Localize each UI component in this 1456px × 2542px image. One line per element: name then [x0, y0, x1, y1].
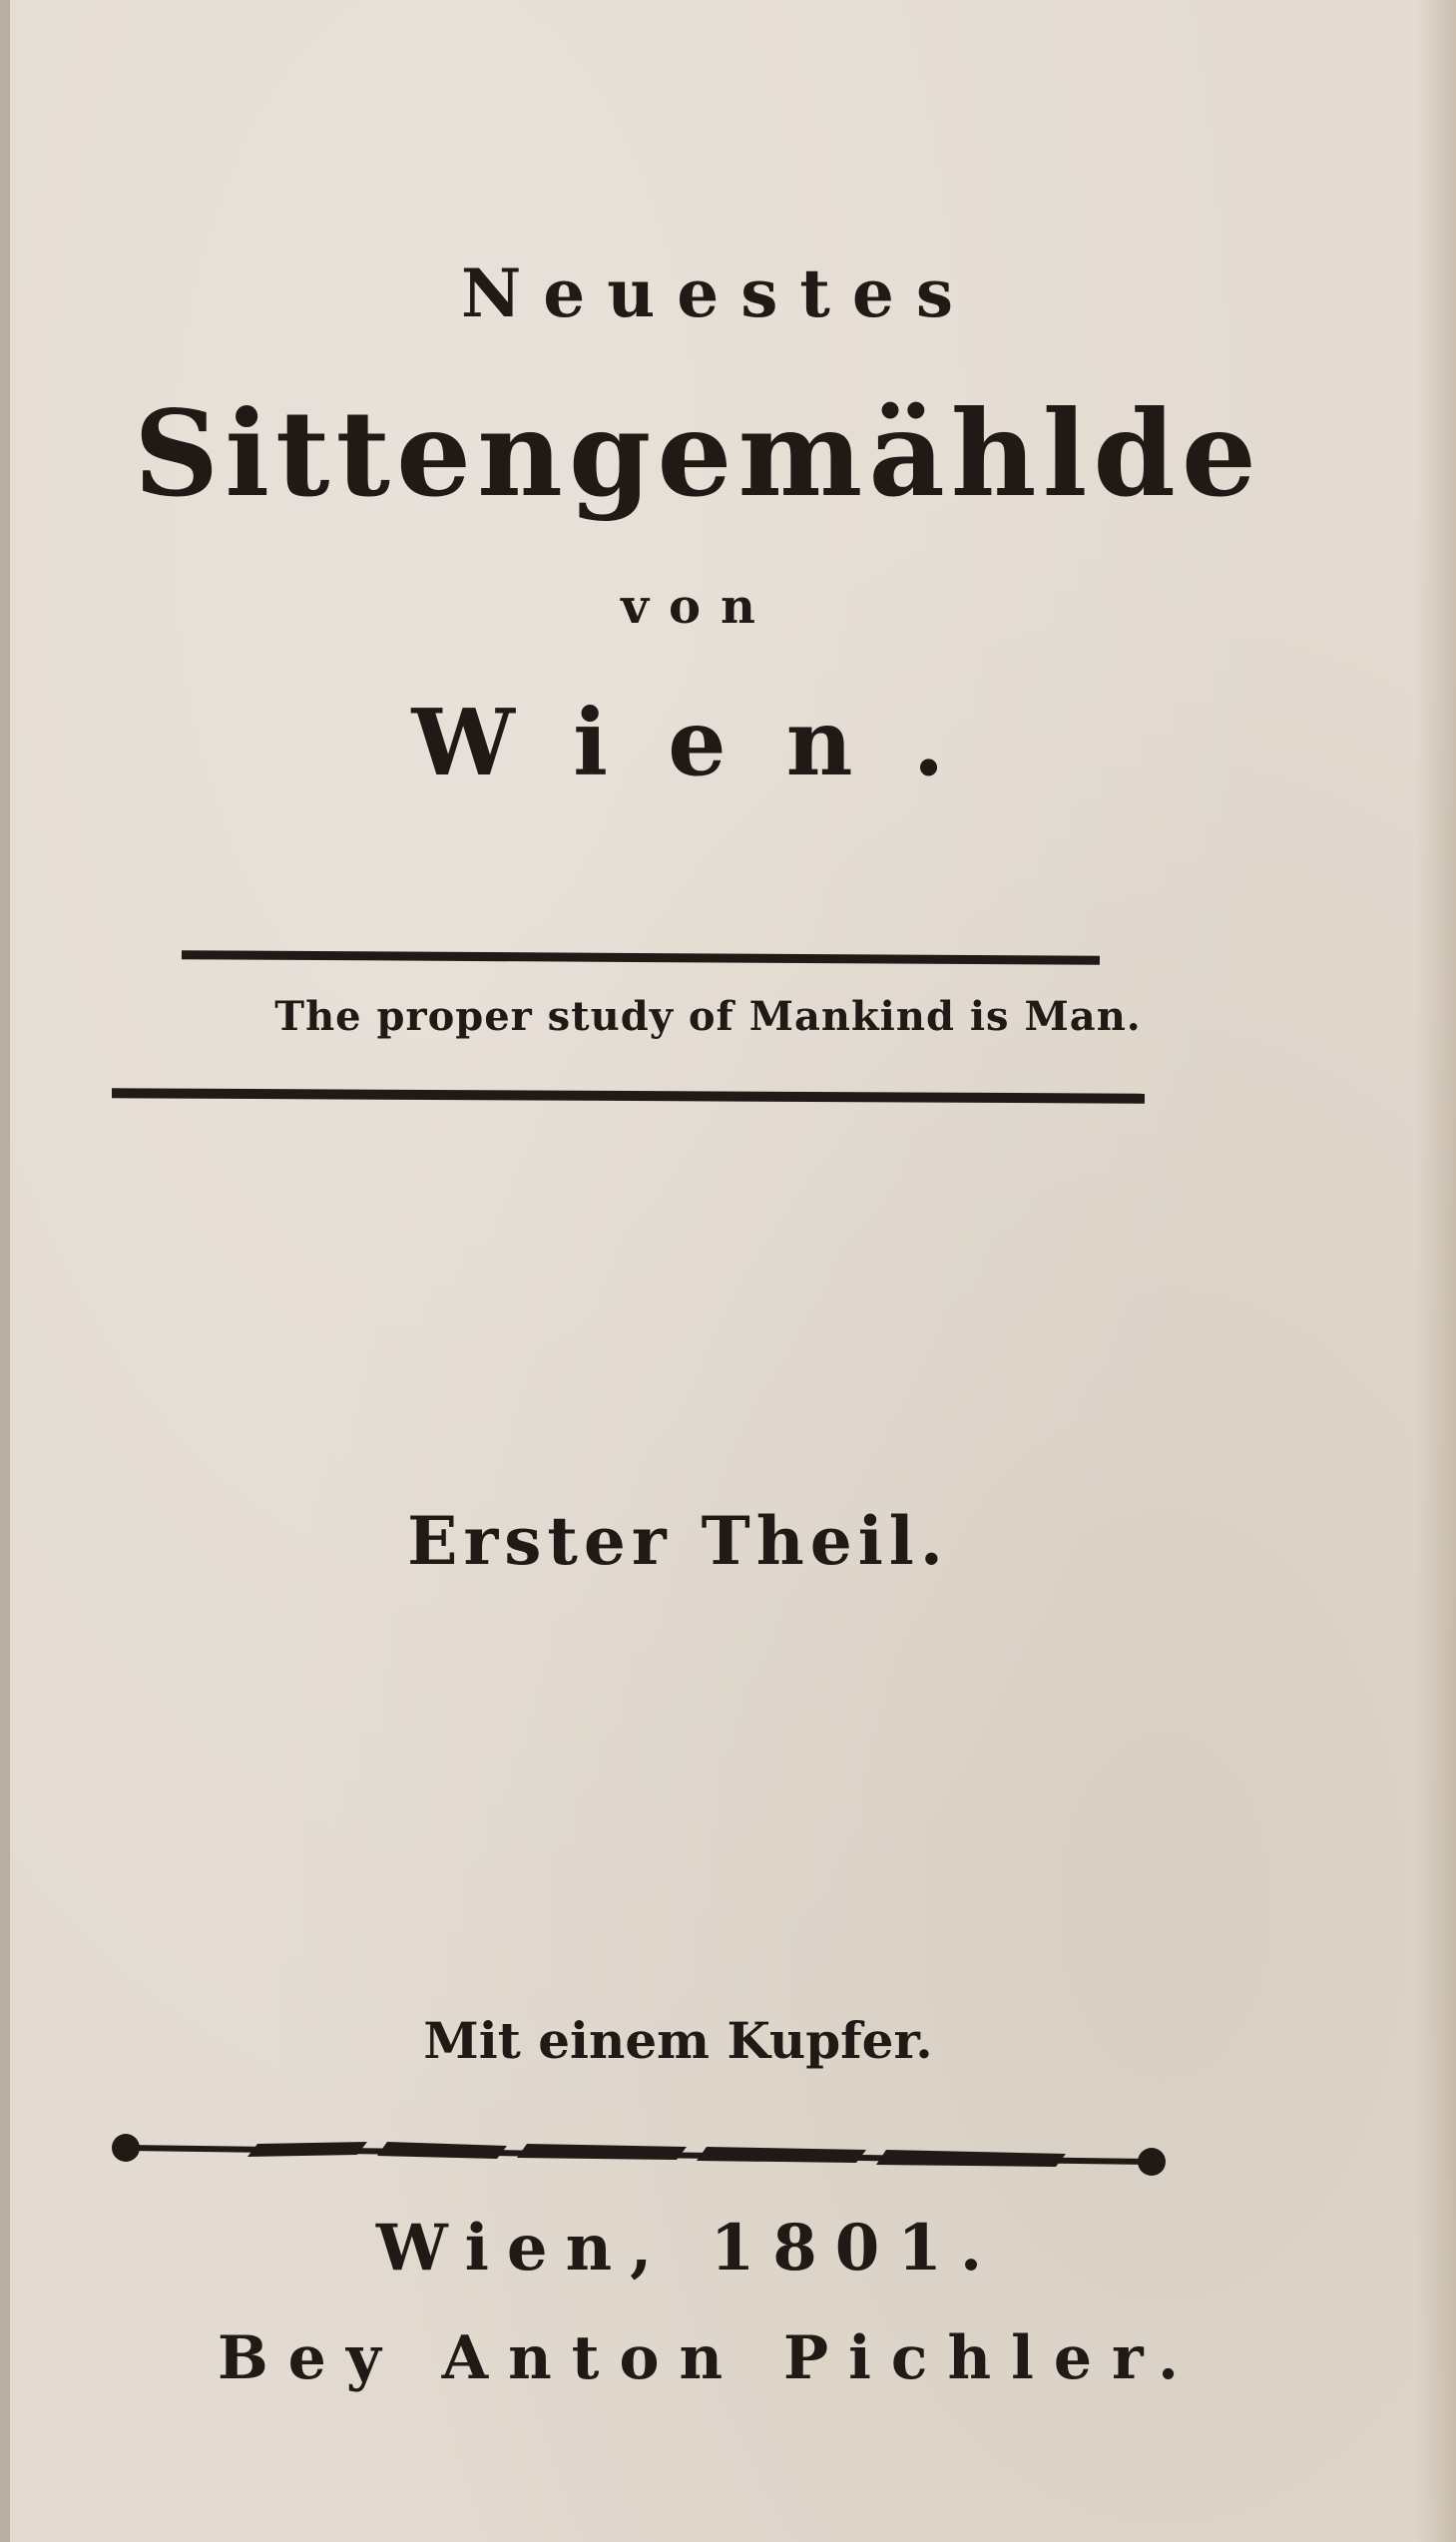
plate-note: Mit einem Kupfer.	[423, 2011, 933, 2070]
title-line-sittengemaehlde: Sittengemählde	[133, 384, 1263, 523]
part-heading: Erster Theil.	[407, 1502, 949, 1580]
title-line-von: von	[621, 579, 775, 635]
motto: The proper study of Mankind is Man.	[274, 993, 1142, 1040]
title-line-wien: Wien.	[411, 689, 1005, 796]
ornament-segment-1	[247, 2142, 367, 2157]
imprint-place-year: Wien, 1801.	[375, 2211, 1001, 2286]
ornament-segment-4	[697, 2147, 866, 2163]
ornament-segment-5	[876, 2150, 1066, 2167]
rule-below-motto	[112, 1088, 1145, 1103]
ornament-segment-2	[377, 2142, 507, 2159]
page-edge-right	[1416, 0, 1456, 2542]
page-edge-left	[0, 0, 10, 2542]
imprint-publisher: Bey Anton Pichler.	[217, 2323, 1200, 2393]
ornamental-rule	[108, 2128, 1176, 2188]
title-line-neuestes: Neuestes	[460, 254, 976, 332]
ornament-segment-3	[517, 2144, 687, 2160]
rule-above-motto	[182, 950, 1100, 965]
